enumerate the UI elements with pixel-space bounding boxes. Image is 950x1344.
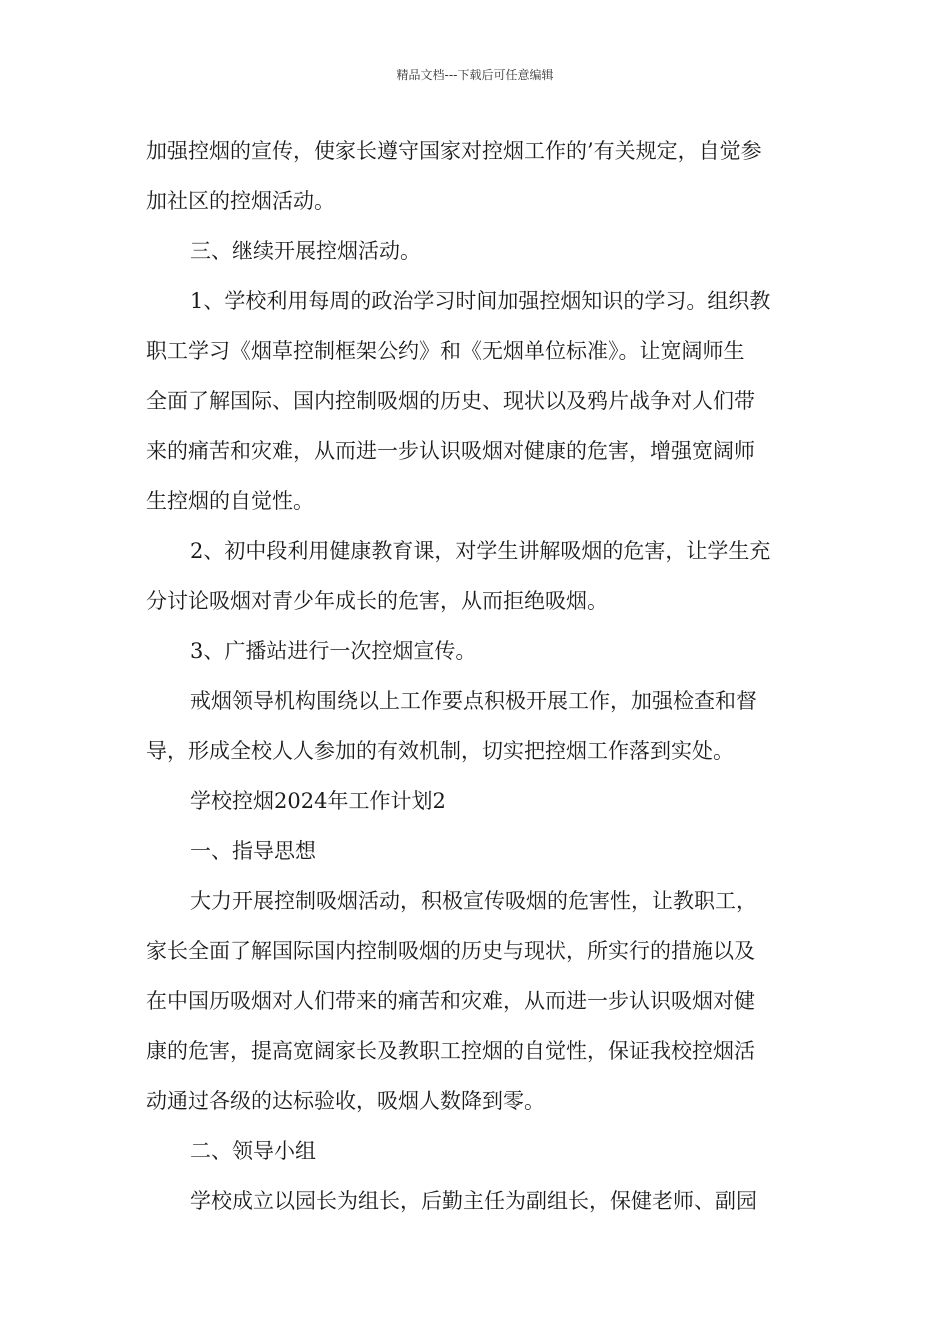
text-line: 2、初中段利用健康教育课，对学生讲解吸烟的危害，让学生充 [190, 539, 771, 563]
text-line: 动通过各级的达标验收，吸烟人数降到零。 [146, 1089, 545, 1113]
text-line: 二、领导小组 [190, 1139, 316, 1163]
text-line: 1、学校利用每周的政治学习时间加强控烟知识的学习。组织教 [190, 289, 771, 313]
text-line: 学校控烟2024年工作计划2 [190, 789, 446, 813]
text-line: 加社区的控烟活动。 [146, 189, 335, 213]
text-line: 加强控烟的宣传，使家长遵守国家对控烟工作的’有关规定，自觉参 [146, 139, 762, 163]
text-line: 职工学习《烟草控制框架公约》和《无烟单位标准》。让宽阔师生 [146, 339, 745, 363]
text-line: 康的危害，提高宽阔家长及教职工控烟的自觉性，保证我校控烟活 [146, 1039, 755, 1063]
document-body [146, 126, 810, 1226]
text-line: 大力开展控制吸烟活动，积极宣传吸烟的危害性，让教职工， [190, 889, 757, 913]
text-line: 一、指导思想 [190, 839, 316, 863]
text-line: 分讨论吸烟对青少年成长的危害，从而拒绝吸烟。 [146, 589, 608, 613]
page-header: 精品文档---下载后可任意编辑 [396, 68, 554, 82]
text-line: 在中国历吸烟对人们带来的痛苦和灾难，从而进一步认识吸烟对健 [146, 989, 755, 1013]
text-line: 三、继续开展控烟活动。 [190, 239, 421, 263]
text-line: 戒烟领导机构围绕以上工作要点积极开展工作，加强检查和督 [190, 689, 757, 713]
text-line: 生控烟的自觉性。 [146, 489, 314, 513]
text-line: 学校成立以园长为组长，后勤主任为副组长，保健老师、副园 [190, 1189, 757, 1213]
text-line: 家长全面了解国际国内控制吸烟的历史与现状，所实行的措施以及 [146, 939, 755, 963]
text-line: 导，形成全校人人参加的有效机制，切实把控烟工作落到实处。 [146, 739, 734, 763]
text-line: 全面了解国际、国内控制吸烟的历史、现状以及鸦片战争对人们带 [146, 389, 755, 413]
text-line: 来的痛苦和灾难，从而进一步认识吸烟对健康的危害，增强宽阔师 [146, 439, 755, 463]
text-line: 3、广播站进行一次控烟宣传。 [190, 639, 477, 663]
